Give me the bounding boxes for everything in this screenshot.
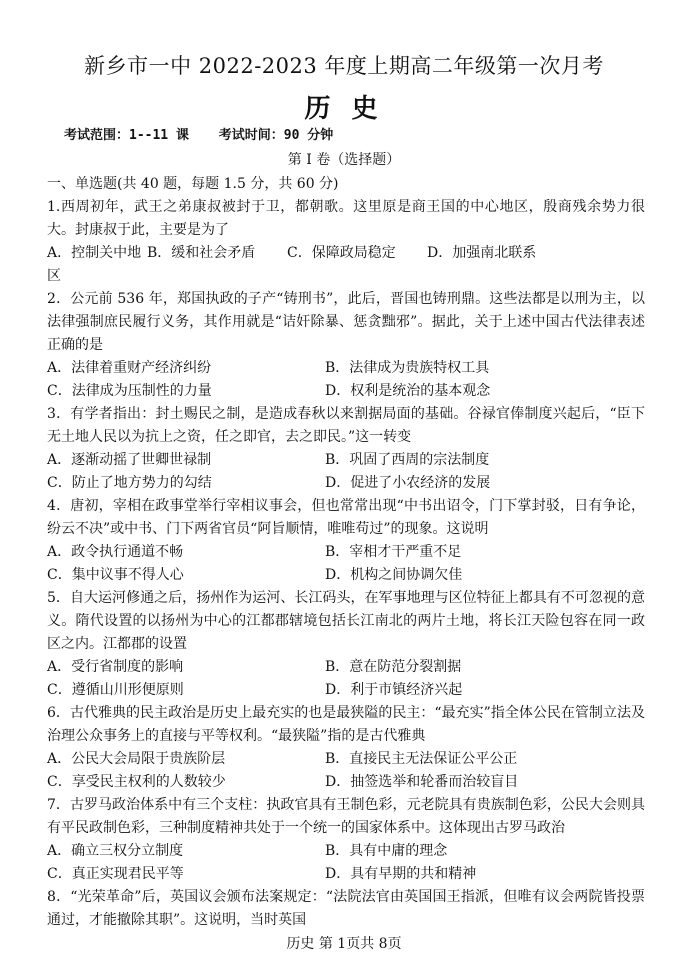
option-c: C．享受民主权利的人数较少 [47, 774, 226, 790]
question-5 [47, 587, 645, 702]
question-stem: 7．古罗马政治体系中有三个支柱：执政官具有王制色彩，元老院具有贵族制色彩，公民大会则具有平民政制色彩，三种制度精神共处于一个统一的国家体系中。这体现出古罗马政治 [47, 797, 645, 836]
question-options [47, 656, 645, 702]
option-c: C．保障政局稳定 [287, 245, 396, 261]
option-a: A．公民大会局限于贵族阶层 [47, 751, 226, 767]
question-options [47, 449, 645, 495]
option-c: C．防止了地方势力的勾结 [47, 475, 212, 491]
option-a: A．法律着重财产经济纠纷 [47, 360, 212, 376]
question-7 [47, 794, 645, 886]
page-footer: 历史 第 1页共 8页 [286, 936, 402, 952]
exam-scope: 考试范围：1--11 课 [64, 128, 189, 143]
question-3 [47, 403, 645, 495]
option-d: D．利于市镇经济兴起 [325, 682, 463, 698]
exam-meta [64, 124, 355, 143]
question-options [47, 748, 645, 794]
option-c: C．法律成为压制性的力量 [47, 383, 212, 399]
option-b: B．具有中庸的理念 [325, 843, 448, 859]
question-stem: 2．公元前 536 年，郑国执政的子产“铸刑书”，此后，晋国也铸刑鼎。这些法都是以刑为主，以法律强制庶民履行义务，其作用就是“诘奸除暴、惩贪黜邪”。据此，关于上述中国古代法律表述正确的是 [47, 291, 645, 353]
subject-heading: 历 史 [304, 94, 384, 124]
option-a: A．控制关中地区 [47, 245, 142, 284]
question-options [47, 840, 645, 886]
section-heading: 一、单选题(共 40 题，每题 1.5 分，共 60 分) [47, 176, 339, 192]
question-4 [47, 495, 645, 587]
option-c: C．集中议事不得人心 [47, 567, 184, 583]
option-b: B．直接民主无法保证公平公正 [325, 751, 518, 767]
exam-title: 新乡市一中 2022-2023 年度上期高二年级第一次月考 [84, 54, 604, 78]
option-a: A．受行省制度的影响 [47, 659, 184, 675]
option-b: B．宰相才干严重不足 [325, 544, 462, 560]
option-d: D．抽签选举和轮番而治较盲目 [325, 774, 519, 790]
option-d: D．促进了小农经济的发展 [325, 475, 491, 491]
option-b: B．意在防范分裂割据 [325, 659, 462, 675]
question-stem: 6．古代雅典的民主政治是历史上最充实的也是最狭隘的民主：“最充实”指全体公民在管制立法及治理公众事务上的直接与平等权利。“最狭隘”指的是古代雅典 [47, 705, 645, 744]
volume-heading: 第 I 卷（选择题） [287, 152, 401, 168]
option-d: D．加强南北联系 [427, 245, 537, 261]
option-d: D．机构之间协调欠佳 [325, 567, 463, 583]
question-6 [47, 702, 645, 794]
option-a: A．确立三权分立制度 [47, 843, 184, 859]
option-d: D．具有早期的共和精神 [325, 866, 477, 882]
option-c: C．遵循山川形便原则 [47, 682, 184, 698]
option-b: B．法律成为贵族特权工具 [325, 360, 490, 376]
option-b: B．缓和社会矛盾 [147, 245, 256, 261]
question-1 [47, 196, 645, 288]
question-options [47, 541, 645, 587]
question-stem: 3．有学者指出：封土赐民之制，是造成春秋以来割据局面的基础。谷禄官俸制度兴起后，“臣下无土地人民以为抗上之资，任之即官，去之即民。”这一转变 [47, 406, 645, 445]
option-b: B．巩固了西周的宗法制度 [325, 452, 490, 468]
question-stem: 1.西周初年，武王之弟康叔被封于卫，都朝歌。这里原是商王国的中心地区，殷商残余势力很大。封康叔于此，主要是为了 [47, 199, 645, 238]
question-stem: 8．“光荣革命”后，英国议会颁布法案规定：“法院法官由英国国王指派，但唯有议会两院皆投票通过，才能撤除其职”。这说明，当时英国 [47, 889, 645, 928]
option-a: A．政令执行通道不畅 [47, 544, 184, 560]
question-2 [47, 288, 645, 403]
question-list [47, 196, 645, 932]
question-options [47, 357, 645, 403]
question-stem: 4．唐初，宰相在政事堂举行宰相议事会，但也常常出现“中书出诏令，门下掌封驳，日有争论，纷云不决”或中书、门下两省官员“阿旨顺情，唯唯苟过”的现象。这说明 [47, 498, 645, 537]
option-c: C．真正实现君民平等 [47, 866, 184, 882]
exam-time: 考试时间：90 分钟 [218, 128, 334, 143]
question-stem: 5．自大运河修通之后，扬州作为运河、长江码头，在军事地理与区位特征上都具有不可忽视的意义。隋代设置的以扬州为中心的江都郡辖境包括长江南北的两片土地，将长江天险包容在同一政区之内。江都郡的设置 [47, 590, 645, 652]
option-d: D．权利是统治的基本观念 [325, 383, 491, 399]
question-8 [47, 886, 645, 932]
question-options [47, 242, 645, 288]
option-a: A．逐渐动摇了世卿世禄制 [47, 452, 212, 468]
